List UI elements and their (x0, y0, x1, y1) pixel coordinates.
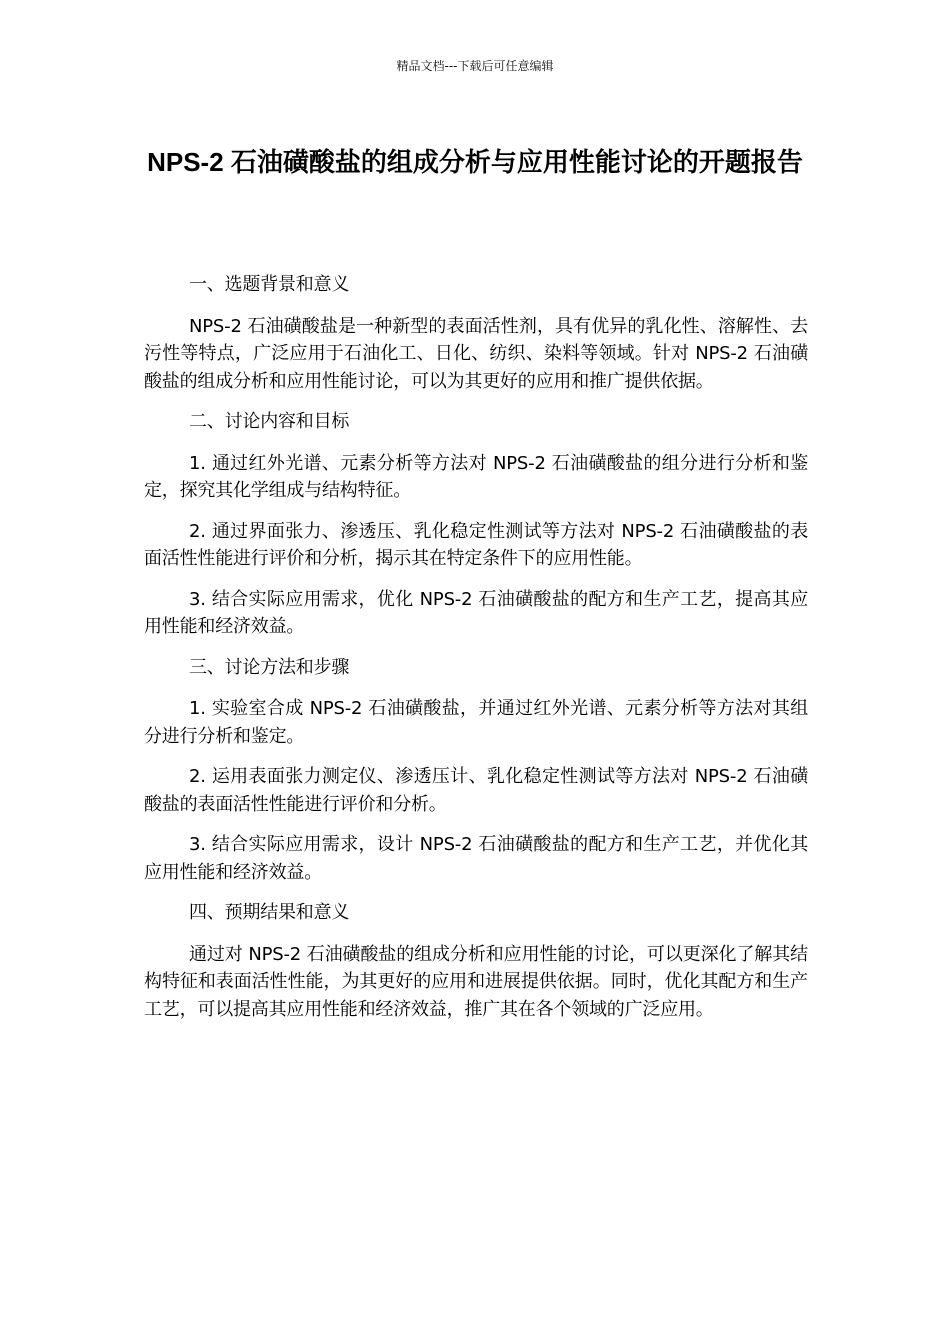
document-title: NPS-2 石油磺酸盐的组成分析与应用性能讨论的开题报告 (147, 147, 803, 177)
body-paragraph: 2. 通过界面张力、渗透压、乳化稳定性测试等方法对 NPS-2 石油磺酸盐的表面活性性能进行评价和分析，揭示其在特定条件下的应用性能。 (144, 520, 808, 569)
page-header-note: 精品文档---下载后可任意编辑 (396, 59, 554, 73)
body-paragraph: NPS-2 石油磺酸盐是一种新型的表面活性剂，具有优异的乳化性、溶解性、去污性等特点，广泛应用于石油化工、日化、纺织、染料等领域。针对 NPS-2 石油磺酸盐的组成分析和应用性能讨论，可以为其更好的应用和推广提供依据。 (144, 315, 808, 392)
section-heading-content-goals: 二、讨论内容和目标 (189, 411, 350, 432)
body-paragraph: 1. 实验室合成 NPS-2 石油磺酸盐，并通过红外光谱、元素分析等方法对其组分进行分析和鉴定。 (144, 698, 808, 747)
section-heading-expected-results: 四、预期结果和意义 (189, 902, 350, 923)
body-paragraph: 2. 运用表面张力测定仪、渗透压计、乳化稳定性测试等方法对 NPS-2 石油磺酸盐的表面活性性能进行评价和分析。 (144, 766, 808, 815)
body-paragraph: 3. 结合实际应用需求，优化 NPS-2 石油磺酸盐的配方和生产工艺，提高其应用性能和经济效益。 (144, 588, 808, 637)
section-heading-background: 一、选题背景和意义 (189, 274, 350, 295)
body-paragraph: 1. 通过红外光谱、元素分析等方法对 NPS-2 石油磺酸盐的组分进行分析和鉴定，探究其化学组成与结构特征。 (144, 452, 808, 501)
body-paragraph: 通过对 NPS-2 石油磺酸盐的组成分析和应用性能的讨论，可以更深化了解其结构特征和表面活性性能，为其更好的应用和进展提供依据。同时，优化其配方和生产工艺，可以提高其应用性能和经济效益，推广其在各个领域的广泛应用。 (144, 943, 808, 1020)
section-heading-methods-steps: 三、讨论方法和步骤 (189, 656, 350, 678)
document-body (144, 271, 808, 1036)
body-paragraph: 3. 结合实际应用需求，设计 NPS-2 石油磺酸盐的配方和生产工艺，并优化其应用性能和经济效益。 (144, 834, 808, 883)
